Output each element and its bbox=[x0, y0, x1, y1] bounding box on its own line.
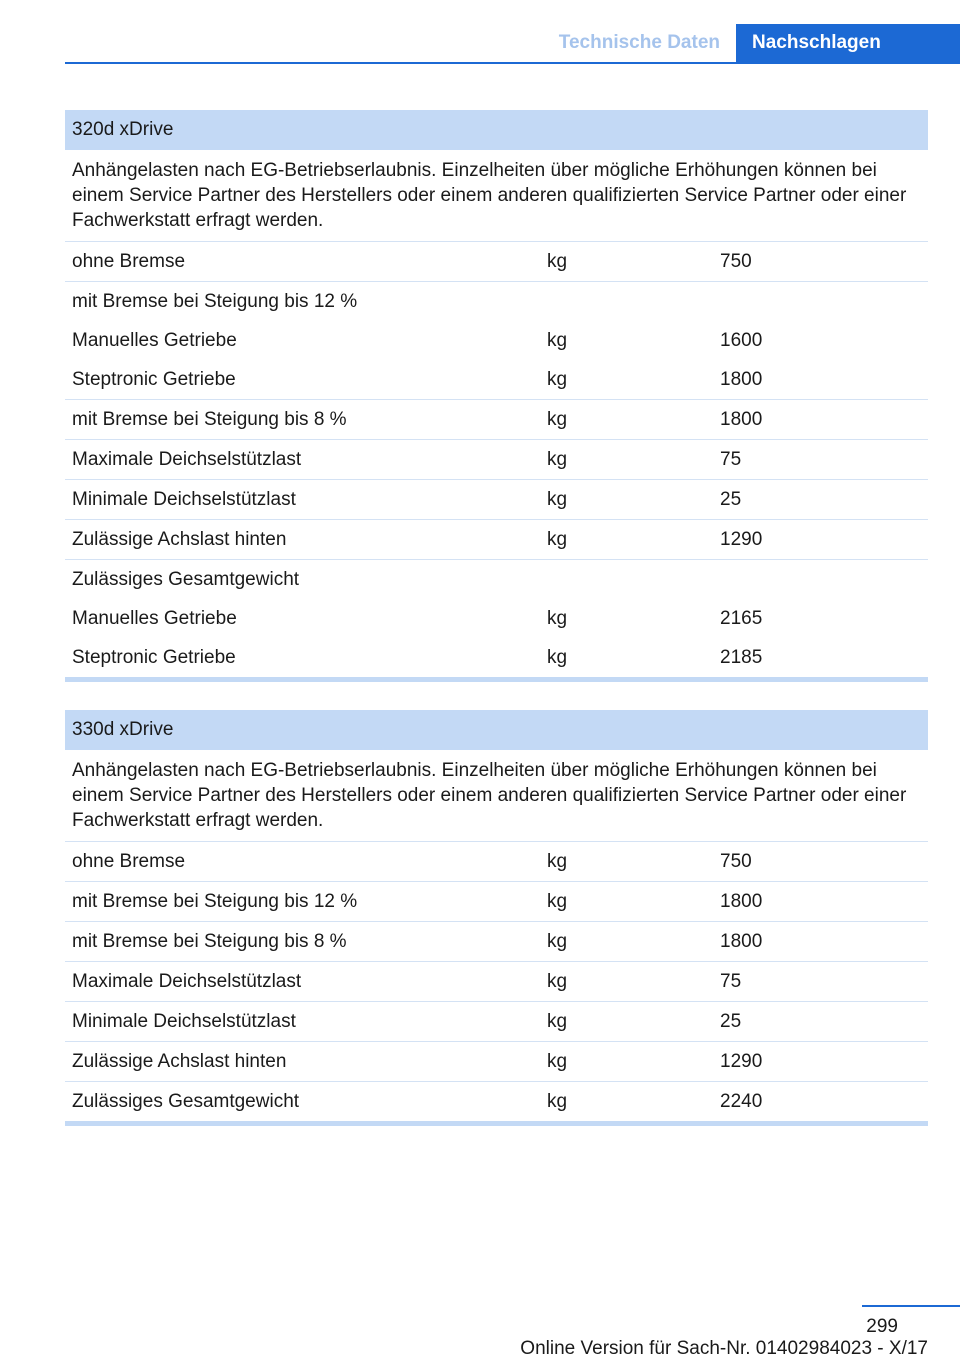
spec-table-330d bbox=[65, 710, 928, 1126]
row-label: Minimale Deichselstützlast bbox=[72, 1011, 296, 1032]
table-row bbox=[65, 962, 928, 1002]
page-header bbox=[65, 24, 960, 64]
table-title: 320d xDrive bbox=[65, 110, 928, 150]
page-number-rule bbox=[862, 1305, 960, 1307]
row-label: Steptronic Getriebe bbox=[72, 647, 236, 668]
row-value: 75 bbox=[720, 971, 742, 992]
row-unit: kg bbox=[547, 608, 568, 629]
row-label: Zulässige Achslast hinten bbox=[72, 1051, 287, 1072]
spec-table-320d bbox=[65, 110, 928, 682]
row-value: 2185 bbox=[720, 647, 763, 668]
table-title: 330d xDrive bbox=[65, 710, 928, 750]
table-row bbox=[65, 1042, 928, 1082]
table-row bbox=[65, 882, 928, 922]
row-value: 750 bbox=[720, 851, 752, 872]
row-unit: kg bbox=[547, 931, 568, 952]
table-row bbox=[65, 560, 928, 599]
row-unit: kg bbox=[547, 409, 568, 430]
row-label: Steptronic Getriebe bbox=[72, 369, 236, 390]
table-row bbox=[65, 282, 928, 321]
row-label: Manuelles Getriebe bbox=[72, 330, 237, 351]
row-unit: kg bbox=[547, 971, 568, 992]
footer-text: Online Version für Sach-Nr. 01402984023 - X/17 bbox=[520, 1338, 928, 1359]
breadcrumb-section[interactable]: Technische Daten bbox=[558, 32, 720, 53]
row-value: 25 bbox=[720, 489, 742, 510]
row-label: mit Bremse bei Steigung bis 8 % bbox=[72, 409, 347, 430]
table-row bbox=[65, 360, 928, 400]
row-value: 25 bbox=[720, 1011, 742, 1032]
table-intro: Anhängelasten nach EG-Betriebserlaubnis. Einzelheiten über mögliche Erhöhungen können bei einem Service Partner des Herstellers oder einem anderen qualifizierten Service Partner oder einer Fachwerkstatt erfragt werden. bbox=[65, 750, 928, 842]
row-value: 1290 bbox=[720, 1051, 763, 1072]
table-row bbox=[65, 842, 928, 882]
row-label: ohne Bremse bbox=[72, 251, 186, 272]
table-bottom-rule bbox=[65, 677, 928, 682]
row-value: 750 bbox=[720, 251, 752, 272]
table-row bbox=[65, 638, 928, 677]
row-unit: kg bbox=[547, 489, 568, 510]
row-value: 1600 bbox=[720, 330, 763, 351]
row-label: ohne Bremse bbox=[72, 851, 186, 872]
table-row bbox=[65, 321, 928, 360]
row-unit: kg bbox=[547, 1011, 568, 1032]
row-label: Manuelles Getriebe bbox=[72, 608, 237, 629]
table-row bbox=[65, 599, 928, 638]
table-row bbox=[65, 440, 928, 480]
row-unit: kg bbox=[547, 1051, 568, 1072]
row-unit: kg bbox=[547, 891, 568, 912]
breadcrumb-chapter[interactable]: Nachschlagen bbox=[736, 24, 960, 62]
table-row bbox=[65, 922, 928, 962]
table-row bbox=[65, 242, 928, 282]
table-intro: Anhängelasten nach EG-Betriebserlaubnis. Einzelheiten über mögliche Erhöhungen können bei einem Service Partner des Herstellers oder einem anderen qualifizierten Service Partner oder einer Fachwerkstatt erfragt werden. bbox=[65, 150, 928, 242]
row-value: 1800 bbox=[720, 891, 763, 912]
row-unit: kg bbox=[547, 529, 568, 550]
row-label: Minimale Deichselstützlast bbox=[72, 489, 296, 510]
row-unit: kg bbox=[547, 851, 568, 872]
row-label: Maximale Deichselstützlast bbox=[72, 971, 302, 992]
table-row bbox=[65, 480, 928, 520]
row-label: Maximale Deichselstützlast bbox=[72, 449, 302, 470]
row-label: Zulässige Achslast hinten bbox=[72, 529, 287, 550]
row-value: 1290 bbox=[720, 529, 763, 550]
page-number: 299 bbox=[866, 1316, 898, 1337]
table-row bbox=[65, 1002, 928, 1042]
row-value: 75 bbox=[720, 449, 742, 470]
row-unit: kg bbox=[547, 330, 568, 351]
table-row bbox=[65, 1082, 928, 1121]
row-unit: kg bbox=[547, 369, 568, 390]
row-value: 1800 bbox=[720, 931, 763, 952]
row-label: Zulässiges Gesamtgewicht bbox=[72, 569, 300, 590]
row-label: mit Bremse bei Steigung bis 8 % bbox=[72, 931, 347, 952]
row-unit: kg bbox=[547, 647, 568, 668]
row-label: Zulässiges Gesamtgewicht bbox=[72, 1091, 300, 1112]
row-value: 1800 bbox=[720, 369, 763, 390]
row-value: 2240 bbox=[720, 1091, 763, 1112]
row-unit: kg bbox=[547, 1091, 568, 1112]
row-value: 1800 bbox=[720, 409, 763, 430]
table-row bbox=[65, 400, 928, 440]
row-value: 2165 bbox=[720, 608, 763, 629]
row-label: mit Bremse bei Steigung bis 12 % bbox=[72, 891, 358, 912]
row-label: mit Bremse bei Steigung bis 12 % bbox=[72, 291, 358, 312]
table-row bbox=[65, 520, 928, 560]
row-unit: kg bbox=[547, 449, 568, 470]
row-unit: kg bbox=[547, 251, 568, 272]
table-bottom-rule bbox=[65, 1121, 928, 1126]
